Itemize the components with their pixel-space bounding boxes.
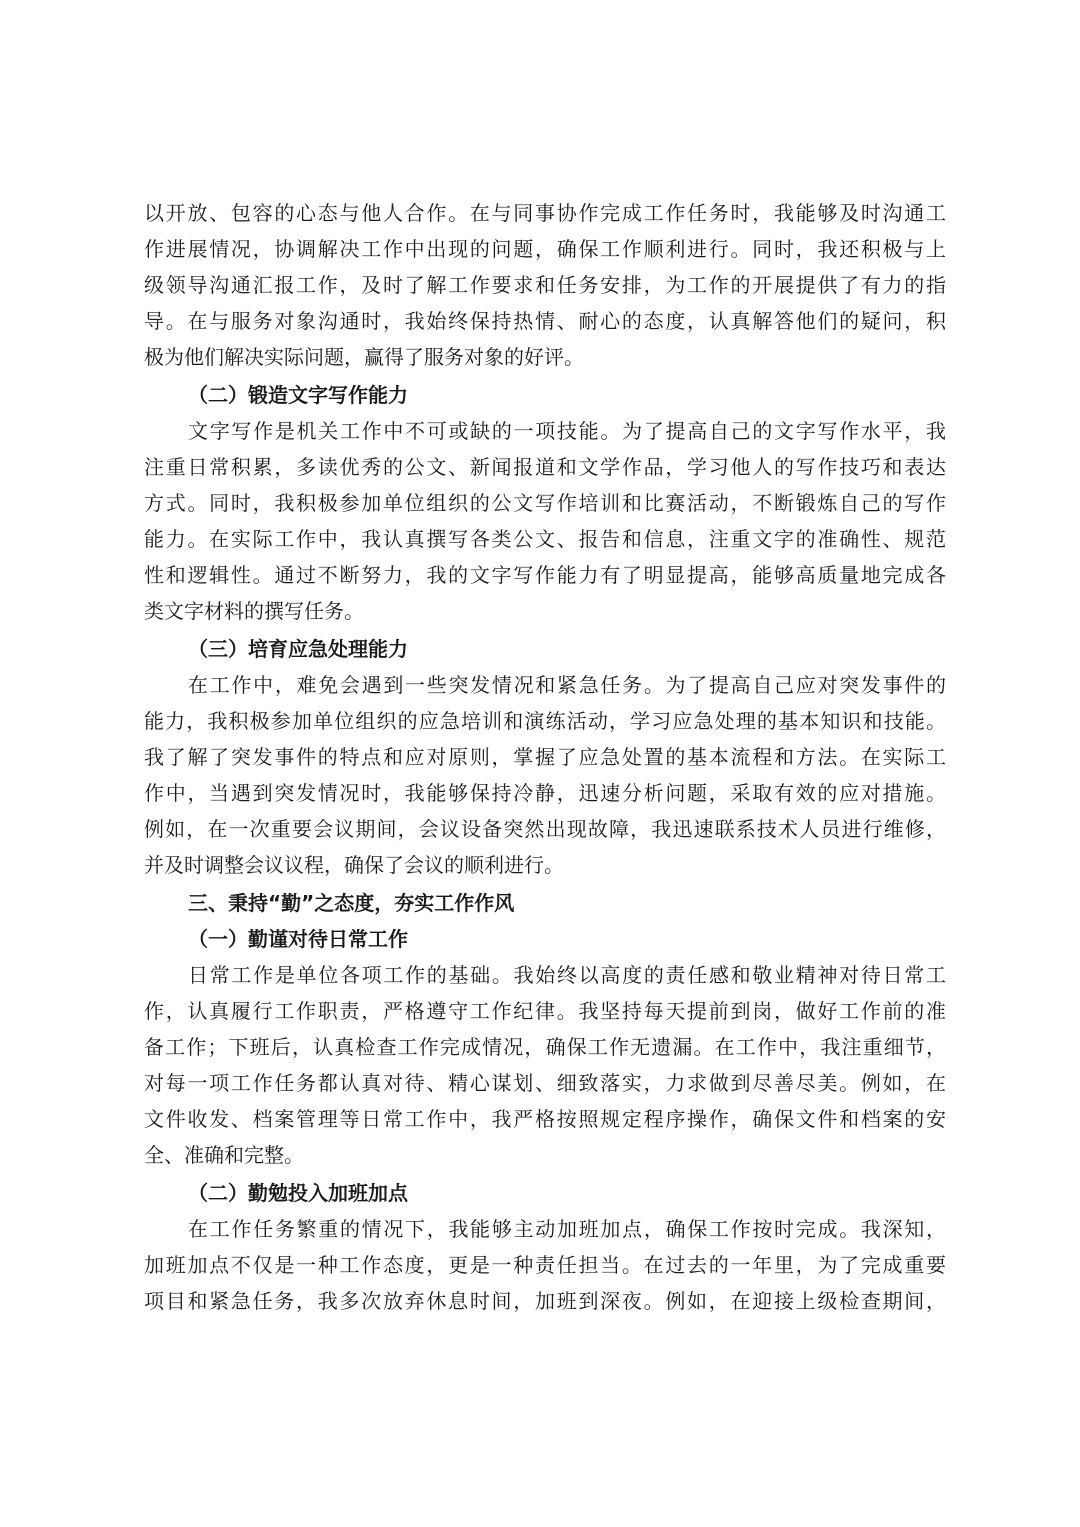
section-heading: （二）锻造文字写作能力 [188, 383, 408, 407]
body-line: 加班加点不仅是一种工作态度，更是一种责任担当。在过去的一年里，为了完成重要 [144, 1253, 946, 1277]
body-line: 能力，我积极参加单位组织的应急培训和演练活动，学习应急处理的基本知识和技能。 [144, 709, 946, 733]
body-line: 方式。同时，我积极参加单位组织的公文写作培训和比赛活动，不断锻炼自己的写作 [144, 491, 946, 515]
body-line: 在工作任务繁重的情况下，我能够主动加班加点，确保工作按时完成。我深知， [188, 1217, 946, 1241]
body-line: 性和逻辑性。通过不断努力，我的文字写作能力有了明显提高，能够高质量地完成各 [144, 563, 946, 587]
body-line: 在工作中，难免会遇到一些突发情况和紧急任务。为了提高自己应对突发事件的 [188, 673, 946, 697]
body-line: 我了解了突发事件的特点和应对原则，掌握了应急处置的基本流程和方法。在实际工 [144, 745, 946, 769]
body-line: 文件收发、档案管理等日常工作中，我严格按照规定程序操作，确保文件和档案的安 [144, 1107, 946, 1131]
body-line: 类文字材料的撰写任务。 [144, 599, 364, 623]
body-line: 作，认真履行工作职责，严格遵守工作纪律。我坚持每天提前到岗，做好工作前的准 [144, 999, 946, 1023]
body-line: 注重日常积累，多读优秀的公文、新闻报道和文学作品，学习他人的写作技巧和表达 [144, 455, 946, 479]
body-line: 作中，当遇到突发情况时，我能够保持冷静，迅速分析问题，采取有效的应对措施。 [144, 781, 946, 805]
section-heading: （三）培育应急处理能力 [188, 637, 408, 661]
body-line: 导。在与服务对象沟通时，我始终保持热情、耐心的态度，认真解答他们的疑问，积 [144, 309, 946, 333]
body-line: 例如，在一次重要会议期间，会议设备突然出现故障，我迅速联系技术人员进行维修， [144, 817, 946, 841]
body-line: 并及时调整会议议程，确保了会议的顺利进行。 [144, 853, 564, 877]
body-line: 作进展情况，协调解决工作中出现的问题，确保工作顺利进行。同时，我还积极与上 [144, 237, 946, 261]
section-heading: （一）勤谨对待日常工作 [188, 927, 408, 951]
body-line: 全、准确和完整。 [144, 1143, 304, 1167]
body-line: 日常工作是单位各项工作的基础。我始终以高度的责任感和敬业精神对待日常工 [188, 963, 946, 987]
body-line: 级领导沟通汇报工作，及时了解工作要求和任务安排，为工作的开展提供了有力的指 [144, 273, 946, 297]
chapter-heading: 三、秉持“勤”之态度，夯实工作作风 [188, 891, 515, 915]
section-heading: （二）勤勉投入加班加点 [188, 1181, 408, 1205]
body-line: 备工作；下班后，认真检查工作完成情况，确保工作无遗漏。在工作中，我注重细节， [144, 1035, 946, 1059]
body-line: 项目和紧急任务，我多次放弃休息时间，加班到深夜。例如，在迎接上级检查期间， [144, 1289, 946, 1313]
body-line: 以开放、包容的心态与他人合作。在与同事协作完成工作任务时，我能够及时沟通工 [144, 201, 946, 225]
body-line: 对每一项工作任务都认真对待、精心谋划、细致落实，力求做到尽善尽美。例如，在 [144, 1071, 946, 1095]
body-line: 文字写作是机关工作中不可或缺的一项技能。为了提高自己的文字写作水平，我 [188, 419, 946, 443]
body-line: 极为他们解决实际问题，赢得了服务对象的好评。 [144, 345, 584, 369]
body-line: 能力。在实际工作中，我认真撰写各类公文、报告和信息，注重文字的准确性、规范 [144, 527, 946, 551]
